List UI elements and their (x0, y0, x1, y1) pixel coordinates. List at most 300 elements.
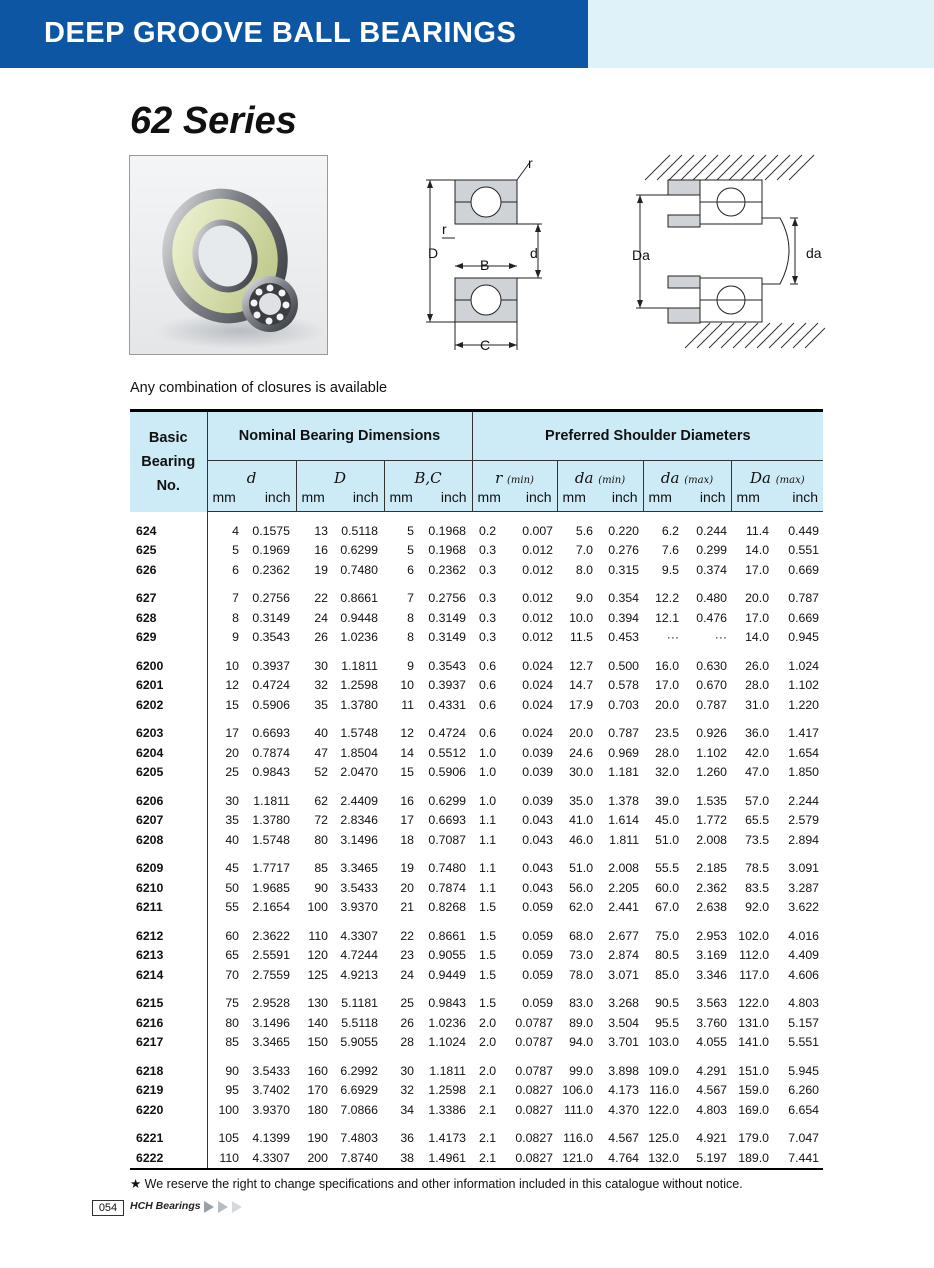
group-spacer (130, 715, 823, 724)
table-cell: 17.0 (745, 562, 770, 577)
table-cell: 170 (307, 1083, 328, 1098)
table-cell: 52 (314, 765, 328, 780)
table-cell: 65.5 (745, 813, 770, 828)
table-cell: 3.5433 (252, 1063, 290, 1078)
table-cell: 20 (225, 745, 239, 760)
table-cell: 0.0787 (515, 1063, 554, 1078)
table-cell: 42.0 (745, 745, 770, 760)
table-row (130, 878, 823, 898)
table-cell: 0.3 (479, 630, 497, 645)
table-cell: 1.102 (788, 678, 820, 693)
table-cell: 0.039 (522, 793, 554, 808)
table-cell: 2.638 (696, 900, 728, 915)
table-cell: 4.803 (788, 996, 820, 1011)
table-cell: 1.7717 (252, 861, 290, 876)
table-row (130, 656, 823, 676)
table-cell: 0.1575 (252, 523, 290, 538)
table-cell: 0.5118 (341, 523, 378, 538)
diagram-label-B: B (480, 257, 490, 273)
table-cell: 131.0 (738, 1015, 770, 1030)
table-cell: 5.551 (788, 1035, 820, 1050)
table-cell: 11 (401, 697, 414, 712)
table-cell: 0.578 (608, 678, 640, 693)
table-cell: 0.4724 (252, 678, 290, 693)
table-cell: 0.5512 (428, 745, 467, 760)
table-cell: 0.9843 (428, 996, 467, 1011)
table-cell: 0.9448 (340, 610, 378, 625)
table-cell: 0.7874 (428, 880, 467, 895)
table-cell: 4.173 (608, 1083, 640, 1098)
table-cell: 78.5 (745, 861, 770, 876)
bearing-number-cell: 6207 (130, 811, 207, 831)
table-cell: 117.0 (739, 967, 770, 982)
group-spacer (130, 1120, 823, 1129)
bearing-number-cell: 6204 (130, 743, 207, 763)
table-cell: 159.0 (738, 1083, 770, 1098)
table-cell: 0.024 (522, 726, 554, 741)
table-cell: 116.0 (563, 1131, 594, 1146)
group-spacer (130, 1052, 823, 1061)
table-cell: 1.811 (609, 832, 640, 847)
table-cell: 99.0 (569, 1063, 594, 1078)
table-cell: 4.409 (788, 948, 820, 963)
table-cell: 2.677 (608, 928, 640, 943)
header-col-Da-max: Da (max) (731, 461, 823, 490)
table-cell: 0.244 (696, 523, 728, 538)
table-cell: 1.3386 (428, 1102, 467, 1117)
bearing-number-cell: 6208 (130, 830, 207, 850)
header-nominal-dimensions: Nominal Bearing Dimensions (207, 411, 472, 461)
table-cell: 25 (400, 996, 414, 1011)
table-cell: 8 (232, 610, 239, 625)
table-cell: 0.043 (522, 880, 554, 895)
table-cell: 9.5 (661, 562, 680, 577)
table-cell: 2.0 (479, 1063, 497, 1078)
bearing-number-cell: 6209 (130, 859, 207, 879)
table-cell: 132.0 (648, 1150, 680, 1165)
group-spacer (130, 647, 823, 656)
table-cell: 125.0 (648, 1131, 680, 1146)
page-number: 054 (92, 1200, 124, 1216)
table-cell: 3.091 (788, 861, 820, 876)
table-cell: 0.7087 (428, 832, 467, 847)
bearing-number-cell: 629 (130, 628, 207, 648)
table-cell: 19 (400, 861, 414, 876)
table-cell: 0.024 (522, 697, 554, 712)
table-cell: 3.287 (788, 880, 820, 895)
table-cell: 51.0 (569, 861, 594, 876)
table-cell: 0.059 (522, 948, 554, 963)
table-cell: 23 (400, 948, 414, 963)
bearing-number-cell: 6212 (130, 926, 207, 946)
table-cell: 0.4331 (428, 697, 467, 712)
table-cell: 80.5 (655, 948, 680, 963)
table-cell: 0.3149 (428, 630, 467, 645)
table-cell: 189.0 (738, 1150, 770, 1165)
table-cell: 0.2 (479, 523, 497, 538)
table-row (130, 791, 823, 811)
table-cell: 0.043 (522, 832, 554, 847)
table-cell: 28 (400, 1035, 414, 1050)
table-cell: 5.1181 (341, 996, 378, 1011)
table-cell: 0.480 (696, 591, 728, 606)
table-cell: 45.0 (655, 813, 680, 828)
header-bar (0, 0, 588, 68)
table-cell: 4 (232, 523, 239, 538)
table-cell: 40 (225, 832, 239, 847)
header-basic-bearing-no: Basic Bearing No. (130, 411, 207, 512)
table-cell: 0.9843 (252, 765, 290, 780)
table-cell: 5 (407, 543, 414, 558)
table-cell: 5 (232, 543, 239, 558)
table-cell: 23.5 (655, 726, 680, 741)
table-cell: 8 (407, 630, 414, 645)
table-cell: 6.654 (788, 1102, 820, 1117)
bearing-number-cell: 6200 (130, 656, 207, 676)
table-cell: 3.701 (608, 1035, 640, 1050)
table-cell: 90 (225, 1063, 239, 1078)
table-cell: 32.0 (655, 765, 680, 780)
table-cell: 7.047 (788, 1131, 820, 1146)
table-cell: 11.4 (746, 523, 770, 538)
table-cell: 200 (307, 1150, 328, 1165)
table-row (130, 859, 823, 879)
table-cell: 1.850 (788, 765, 820, 780)
table-cell: 0.012 (522, 610, 554, 625)
table-cell: 0.4724 (428, 726, 467, 741)
table-cell: 90 (314, 880, 328, 895)
table-cell: 19 (314, 562, 328, 577)
table-cell: 1.9685 (252, 880, 290, 895)
table-cell: 116.0 (649, 1083, 680, 1098)
table-row (130, 763, 823, 783)
table-cell: 41.0 (569, 813, 594, 828)
table-cell: 0.059 (522, 996, 554, 1011)
table-cell: 169.0 (738, 1102, 770, 1117)
table-cell: 2.9528 (252, 996, 290, 1011)
table-cell: 0.0827 (515, 1150, 554, 1165)
table-cell: 10.0 (569, 610, 594, 625)
table-cell: 0.9055 (428, 948, 467, 963)
table-cell: 3.169 (696, 948, 728, 963)
table-cell: 0.315 (608, 562, 640, 577)
table-cell: 0.220 (608, 523, 640, 538)
table-cell: 130 (307, 996, 328, 1011)
table-cell: 3.3465 (252, 1035, 290, 1050)
table-cell: 0.059 (522, 900, 554, 915)
table-cell: 121.0 (562, 1150, 594, 1165)
table-cell: 3.7402 (252, 1083, 290, 1098)
table-cell: 1.0 (479, 793, 497, 808)
table-cell: 0.453 (608, 630, 640, 645)
table-cell: 4.055 (696, 1035, 728, 1050)
table-cell: 47 (314, 745, 328, 760)
table-cell: 73.5 (745, 832, 770, 847)
diagram-label-D: D (428, 245, 439, 261)
table-cell: 0.8268 (428, 900, 467, 915)
table-cell: 9.0 (575, 591, 594, 606)
table-cell: 2.008 (608, 861, 640, 876)
table-cell: 24 (400, 967, 414, 982)
table-cell: 7.441 (788, 1150, 820, 1165)
bearing-number-cell: 6201 (130, 676, 207, 696)
table-cell: 5.9055 (340, 1035, 378, 1050)
table-cell: 36 (400, 1131, 414, 1146)
table-cell: 9 (407, 658, 414, 673)
table-cell: 0.276 (608, 543, 640, 558)
table-cell: 3.760 (696, 1015, 728, 1030)
table-cell: 12.1 (655, 610, 680, 625)
table-row (130, 628, 823, 648)
table-cell: 47.0 (745, 765, 770, 780)
table-cell: 0.0827 (515, 1083, 554, 1098)
table-cell: 0.059 (522, 967, 554, 982)
table-cell: 2.1 (479, 1131, 497, 1146)
table-cell: 160 (307, 1063, 328, 1078)
bearing-number-cell: 6211 (130, 898, 207, 918)
table-cell: 24.6 (569, 745, 594, 760)
header-shoulder-diameters: Preferred Shoulder Diameters (472, 411, 823, 461)
table-cell: 2.185 (696, 861, 728, 876)
header-col-da-max: da (max) (643, 461, 731, 490)
table-cell: 3.5433 (340, 880, 378, 895)
table-cell: 4.606 (788, 967, 820, 982)
table-cell: 103.0 (648, 1035, 680, 1050)
bearing-number-cell: 6206 (130, 791, 207, 811)
table-cell: 1.1 (479, 861, 497, 876)
table-cell: 26 (314, 630, 328, 645)
bearing-number-cell: 624 (130, 521, 207, 541)
table-cell: 26.0 (745, 658, 770, 673)
table-cell: 4.291 (696, 1063, 728, 1078)
table-cell: 2.5591 (252, 948, 290, 963)
table-cell: 1.772 (696, 813, 728, 828)
group-spacer (130, 512, 823, 522)
table-cell: 16.0 (655, 658, 680, 673)
table-cell: 0.012 (522, 591, 554, 606)
table-cell: 190 (307, 1131, 328, 1146)
table-cell: 7 (407, 591, 414, 606)
series-title: 62 Series (130, 100, 297, 142)
table-cell: 7.0 (575, 543, 594, 558)
table-cell: 0.449 (788, 523, 820, 538)
bearing-number-cell: 6219 (130, 1081, 207, 1101)
table-cell: 2.0 (479, 1015, 497, 1030)
table-cell: 0.630 (696, 658, 728, 673)
diagram-label-da: da (806, 245, 822, 261)
table-cell: 0.2756 (252, 591, 290, 606)
spec-table-body (130, 512, 823, 1169)
table-cell: 3.3465 (340, 861, 378, 876)
table-cell: 30.0 (569, 765, 594, 780)
table-cell: 1.181 (608, 765, 640, 780)
table-cell: 0.3 (479, 591, 497, 606)
table-cell: 62 (314, 793, 328, 808)
table-cell: 17 (225, 726, 239, 741)
table-cell: 2.244 (788, 793, 820, 808)
table-cell: 14.0 (745, 630, 770, 645)
bearing-number-cell: 626 (130, 560, 207, 580)
table-cell: 1.1811 (253, 793, 290, 808)
table-cell: 0.299 (696, 543, 728, 558)
table-cell: 0.0827 (515, 1131, 554, 1146)
table-cell: 1.535 (696, 793, 728, 808)
table-cell: 2.008 (696, 832, 728, 847)
group-spacer (130, 782, 823, 791)
header-accent-panel (588, 0, 934, 68)
bearing-number-cell: 6203 (130, 724, 207, 744)
table-cell: 17.0 (655, 678, 680, 693)
table-cell: 1.3780 (252, 813, 290, 828)
table-cell: 26 (400, 1015, 414, 1030)
table-cell: 10 (225, 658, 239, 673)
table-cell: 30 (400, 1063, 414, 1078)
table-cell: 0.6 (479, 726, 497, 741)
table-cell: 36.0 (745, 726, 770, 741)
table-cell: 0.3937 (428, 678, 467, 693)
table-cell: 0.039 (522, 765, 554, 780)
table-cell: 4.803 (696, 1102, 728, 1117)
table-cell: 0.476 (696, 610, 728, 625)
table-cell: 125 (307, 967, 328, 982)
table-cell: 83.5 (745, 880, 770, 895)
table-cell: 151.0 (738, 1063, 770, 1078)
table-cell: 31.0 (745, 697, 770, 712)
table-cell: 73.0 (569, 948, 594, 963)
table-row (130, 589, 823, 609)
closure-note: Any combination of closures is available (130, 380, 388, 396)
table-cell: 8.0 (575, 562, 594, 577)
table-cell: 9 (232, 630, 239, 645)
table-cell: 0.043 (522, 861, 554, 876)
header-units: mm inch (384, 489, 472, 512)
arrow-decoration-icon (204, 1201, 244, 1213)
table-cell: 0.394 (608, 610, 640, 625)
table-cell: 1.024 (788, 658, 820, 673)
table-cell: 1.378 (608, 793, 640, 808)
table-cell: ··· (666, 630, 680, 645)
table-cell: 90.5 (655, 996, 680, 1011)
bearing-number-cell: 6213 (130, 946, 207, 966)
table-cell: 0.5906 (428, 765, 467, 780)
table-cell: 83.0 (569, 996, 594, 1011)
table-cell: 0.926 (696, 726, 728, 741)
table-cell: 2.7559 (252, 967, 290, 982)
table-cell: 141.0 (738, 1035, 770, 1050)
table-cell: 5 (407, 523, 414, 538)
table-cell: 95.5 (655, 1015, 680, 1030)
table-cell: 4.370 (608, 1102, 640, 1117)
table-cell: 1.614 (608, 813, 640, 828)
table-cell: 0.007 (522, 523, 554, 538)
table-cell: 17.0 (745, 610, 770, 625)
table-row (130, 965, 823, 985)
table-cell: 14.7 (569, 678, 594, 693)
table-cell: 1.1024 (428, 1035, 467, 1050)
table-row (130, 946, 823, 966)
table-cell: 0.669 (788, 610, 820, 625)
table-cell: 0.1968 (428, 523, 467, 538)
table-cell: 0.787 (696, 697, 728, 712)
table-cell: 55 (225, 900, 239, 915)
table-row (130, 560, 823, 580)
table-cell: 0.374 (696, 562, 728, 577)
table-cell: 17.9 (569, 697, 594, 712)
table-cell: 0.500 (608, 658, 640, 673)
table-cell: 85 (314, 861, 328, 876)
table-cell: 1.0 (479, 765, 497, 780)
table-cell: 1.5 (479, 928, 497, 943)
table-cell: 0.012 (522, 562, 554, 577)
table-cell: 179.0 (738, 1131, 770, 1146)
table-cell: 25 (225, 765, 239, 780)
table-cell: 0.6 (479, 658, 497, 673)
table-cell: 39.0 (655, 793, 680, 808)
table-cell: 94.0 (569, 1035, 594, 1050)
header-units: mm inch (296, 489, 384, 512)
table-cell: 2.0 (479, 1035, 497, 1050)
table-cell: 95 (225, 1083, 239, 1098)
table-cell: 78.0 (569, 967, 594, 982)
table-cell: 0.6299 (340, 543, 378, 558)
table-cell: 4.3307 (252, 1150, 290, 1165)
table-cell: 3.622 (788, 900, 820, 915)
table-cell: 12.7 (569, 658, 594, 673)
table-cell: 140 (307, 1015, 328, 1030)
table-cell: 0.787 (608, 726, 640, 741)
table-cell: 106.0 (562, 1083, 594, 1098)
bearing-photo-image (130, 156, 328, 355)
table-cell: 5.945 (788, 1063, 820, 1078)
table-cell: 14.0 (745, 543, 770, 558)
table-cell: 46.0 (569, 832, 594, 847)
table-cell: 89.0 (569, 1015, 594, 1030)
table-cell: 12.2 (655, 591, 680, 606)
bearing-number-cell: 6202 (130, 695, 207, 715)
bearing-number-cell: 6222 (130, 1148, 207, 1169)
table-cell: 1.2598 (340, 678, 378, 693)
table-cell: 1.5 (479, 967, 497, 982)
table-cell: 5.157 (788, 1015, 820, 1030)
header-col-d: d (207, 461, 296, 490)
table-cell: 180 (307, 1102, 328, 1117)
table-cell: 30 (225, 793, 239, 808)
table-cell: 1.0236 (428, 1015, 467, 1030)
table-cell: 0.0787 (515, 1035, 554, 1050)
header-units: mm inch (557, 489, 643, 512)
table-cell: 102.0 (738, 928, 770, 943)
table-cell: 3.071 (608, 967, 640, 982)
table-cell: 0.2362 (428, 562, 467, 577)
group-spacer (130, 985, 823, 994)
table-cell: 1.1 (479, 832, 497, 847)
table-row (130, 1129, 823, 1149)
table-cell: 0.2362 (252, 562, 290, 577)
diagram-label-Da: Da (632, 247, 650, 263)
table-cell: 65 (225, 948, 239, 963)
table-cell: 21 (400, 900, 414, 915)
table-cell: 109.0 (648, 1063, 680, 1078)
table-cell: 1.4961 (428, 1150, 467, 1165)
table-cell: 35.0 (569, 793, 594, 808)
footnote: ★ We reserve the right to change specifications and other information included in this catalogue without notice. (130, 1177, 743, 1191)
bearing-spec-table (130, 409, 823, 1170)
table-cell: 22 (314, 591, 328, 606)
table-cell: 15 (225, 697, 239, 712)
table-cell: 110 (308, 928, 328, 943)
table-cell: 7.6 (661, 543, 680, 558)
table-cell: 80 (225, 1015, 239, 1030)
